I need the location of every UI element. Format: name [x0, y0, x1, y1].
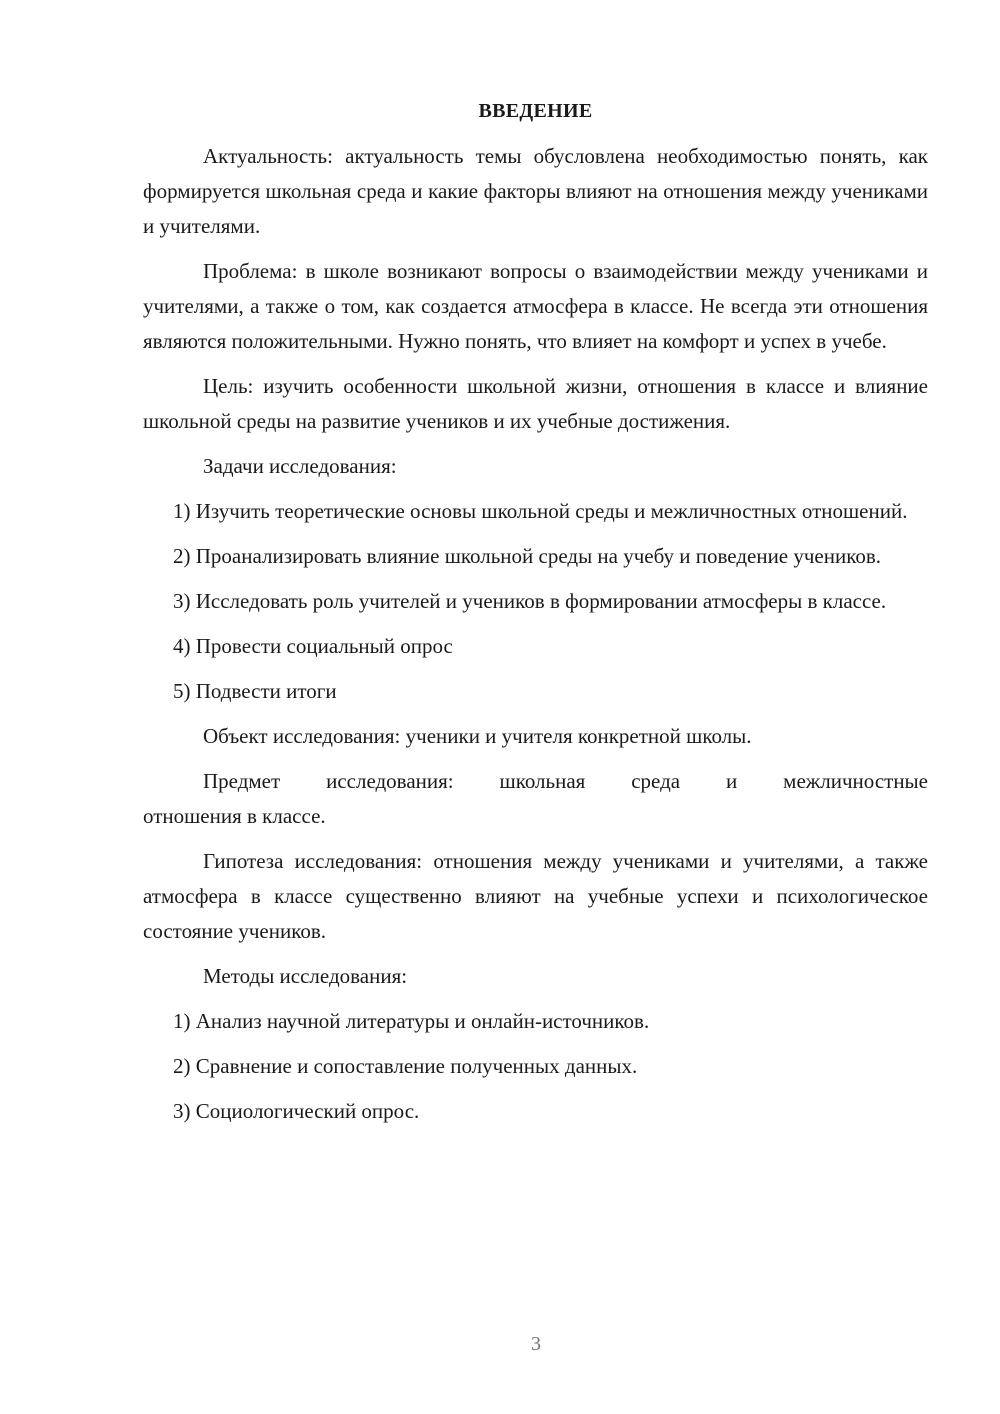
- hypothesis-paragraph: Гипотеза исследования: отношения между учениками и учителями, а также атмосфера в классе существенно влияют на учебные успехи и психологическое состояние учеников.: [143, 849, 928, 943]
- problem-paragraph: Проблема: в школе возникают вопросы о взаимодействии между учениками и учителями, а также о том, как создается атмосфера в классе. Не всегда эти отношения являются положительными. Нужно понять, что влияет на комфорт и успех в учебе.: [143, 259, 928, 353]
- subject-line-1: Предмет исследования: школьная среда и межличностные: [203, 769, 928, 793]
- goal-paragraph: Цель: изучить особенности школьной жизни, отношения в классе и влияние школьной среды на развитие учеников и их учебные достижения.: [143, 374, 928, 433]
- method-item: 1) Анализ научной литературы и онлайн-источников.: [173, 1009, 650, 1033]
- relevance-paragraph: Актуальность: актуальность темы обусловлена необходимостью понять, как формируется школьная среда и какие факторы влияют на отношения между учениками и учителями.: [143, 144, 928, 238]
- task-item: 5) Подвести итоги: [173, 679, 337, 703]
- subject-line-2: отношения в классе.: [143, 804, 326, 828]
- tasks-heading: Задачи исследования:: [203, 454, 397, 478]
- task-item: 1) Изучить теоретические основы школьной среды и межличностных отношений.: [173, 499, 908, 523]
- method-item: 2) Сравнение и сопоставление полученных данных.: [173, 1054, 638, 1078]
- methods-heading: Методы исследования:: [203, 964, 408, 988]
- task-item: 2) Проанализировать влияние школьной среды на учебу и поведение учеников.: [173, 544, 882, 568]
- task-item: 4) Провести социальный опрос: [173, 634, 453, 658]
- section-title: ВВЕДЕНИЕ: [478, 100, 593, 122]
- task-item: 3) Исследовать роль учителей и учеников в формировании атмосферы в классе.: [173, 589, 887, 613]
- object-paragraph: Объект исследования: ученики и учителя конкретной школы.: [203, 724, 752, 748]
- page-number: 3: [531, 1333, 541, 1355]
- method-item: 3) Социологический опрос.: [173, 1099, 420, 1123]
- subject-paragraph: [143, 764, 928, 834]
- document-page: [143, 96, 928, 1139]
